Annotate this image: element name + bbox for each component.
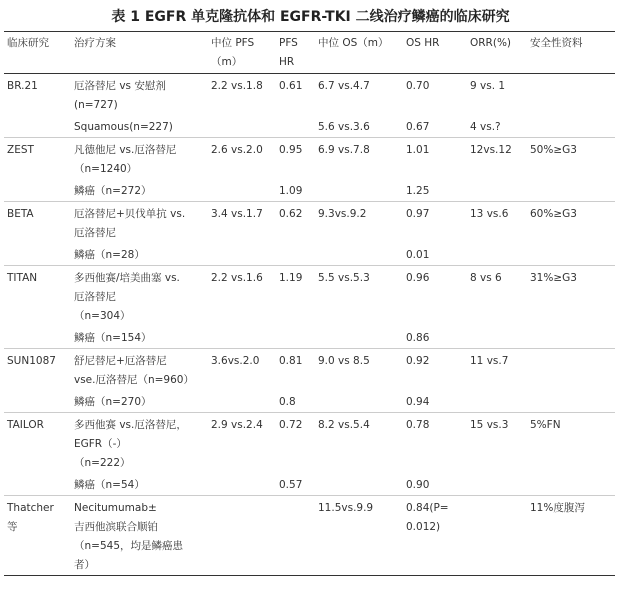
cell-study — [4, 243, 71, 266]
cell-study — [4, 349, 71, 391]
cell-orr — [467, 390, 527, 413]
cell-study — [4, 202, 71, 244]
cell-median-pfs — [208, 266, 276, 327]
cell-text: 2.2 vs.1.8 — [211, 80, 263, 92]
cell-pfs-hr — [276, 202, 315, 244]
column-header-os-hr — [403, 32, 467, 74]
table-row — [4, 266, 615, 327]
cell-text: 8 vs 6 — [470, 272, 502, 284]
cell-median-os — [315, 349, 403, 391]
column-header-line: PFS — [279, 37, 298, 49]
table-row — [4, 390, 615, 413]
cell-orr — [467, 349, 527, 391]
cell-pfs-hr — [276, 413, 315, 474]
cell-median-os — [315, 179, 403, 202]
table-row — [4, 202, 615, 244]
cell-text: 0.8 — [279, 396, 296, 408]
cell-orr — [467, 74, 527, 116]
cell-orr — [467, 266, 527, 327]
cell-text: 2.6 vs.2.0 — [211, 144, 263, 156]
cell-median-pfs — [208, 138, 276, 180]
cell-text: 多西他赛 vs.厄洛替尼， — [74, 419, 187, 431]
cell-text: 1.01 — [406, 144, 430, 156]
cell-text: 1.09 — [279, 185, 303, 197]
cell-median-pfs — [208, 326, 276, 349]
cell-study — [4, 179, 71, 202]
column-header-line: 中位 OS（m） — [318, 37, 389, 49]
cell-regimen — [71, 202, 208, 244]
cell-pfs-hr — [276, 243, 315, 266]
cell-median-pfs — [208, 473, 276, 496]
cell-pfs-hr — [276, 473, 315, 496]
column-header-median-pfs — [208, 32, 276, 74]
cell-text: （n=222） — [74, 457, 131, 469]
cell-safety — [527, 202, 615, 244]
cell-safety — [527, 266, 615, 327]
cell-study — [4, 473, 71, 496]
cell-text: 等 — [7, 521, 18, 533]
cell-regimen — [71, 74, 208, 116]
cell-text: 9.3vs.9.2 — [318, 208, 367, 220]
column-header-orr — [467, 32, 527, 74]
cell-safety — [527, 74, 615, 116]
table-caption: 表 1 EGFR 单克隆抗体和 EGFR-TKI 二线治疗鳞癌的临床研究 — [111, 9, 510, 25]
cell-text: 鳞癌（n=154） — [74, 332, 152, 344]
column-header-pfs-hr — [276, 32, 315, 74]
cell-text: ZEST — [7, 144, 34, 156]
cell-median-os — [315, 496, 403, 576]
cell-pfs-hr — [276, 496, 315, 576]
cell-safety — [527, 179, 615, 202]
cell-orr — [467, 243, 527, 266]
cell-text: 15 vs.3 — [470, 419, 509, 431]
cell-text: 0.95 — [279, 144, 303, 156]
cell-text: 9.0 vs 8.5 — [318, 355, 370, 367]
cell-regimen — [71, 115, 208, 138]
cell-text: 0.92 — [406, 355, 430, 367]
table-row — [4, 179, 615, 202]
cell-study — [4, 413, 71, 474]
cell-median-pfs — [208, 496, 276, 576]
cell-os-hr — [403, 266, 467, 327]
cell-text: 6.7 vs.4.7 — [318, 80, 370, 92]
column-header-line: OS HR — [406, 37, 440, 49]
cell-os-hr — [403, 496, 467, 576]
cell-median-pfs — [208, 413, 276, 474]
cell-text: 2.2 vs.1.6 — [211, 272, 263, 284]
cell-median-os — [315, 115, 403, 138]
cell-regimen — [71, 390, 208, 413]
cell-os-hr — [403, 413, 467, 474]
cell-text: 0.01 — [406, 249, 430, 261]
cell-median-os — [315, 266, 403, 327]
cell-study — [4, 496, 71, 576]
cell-pfs-hr — [276, 349, 315, 391]
table-row — [4, 74, 615, 116]
cell-os-hr — [403, 326, 467, 349]
cell-study — [4, 115, 71, 138]
cell-text: (n=727) — [74, 99, 118, 111]
cell-text: vse.厄洛替尼（n=960） — [74, 374, 194, 386]
cell-text: 0.012) — [406, 521, 441, 533]
cell-text: 11 vs.7 — [470, 355, 509, 367]
cell-regimen — [71, 496, 208, 576]
cell-orr — [467, 413, 527, 474]
cell-text: 0.57 — [279, 479, 303, 491]
cell-text: 凡德他尼 vs.厄洛替尼 — [74, 144, 177, 156]
cell-text: 1.25 — [406, 185, 430, 197]
table-row — [4, 243, 615, 266]
cell-text: 厄洛替尼 vs 安慰剂 — [74, 80, 166, 92]
cell-regimen — [71, 473, 208, 496]
cell-pfs-hr — [276, 138, 315, 180]
cell-median-os — [315, 413, 403, 474]
cell-text: TAILOR — [7, 419, 44, 431]
cell-text: 0.78 — [406, 419, 430, 431]
cell-text: 0.84(P= — [406, 502, 449, 514]
cell-text: 0.62 — [279, 208, 303, 220]
cell-text: 鳞癌（n=272） — [74, 185, 152, 197]
cell-os-hr — [403, 74, 467, 116]
column-header-line: （m） — [211, 56, 243, 68]
cell-text: 4 vs.? — [470, 121, 501, 133]
cell-os-hr — [403, 390, 467, 413]
cell-orr — [467, 202, 527, 244]
cell-text: 11.5vs.9.9 — [318, 502, 374, 514]
column-header-line: 安全性资料 — [530, 37, 583, 49]
table-body — [4, 74, 615, 576]
cell-orr — [467, 326, 527, 349]
cell-text: 0.97 — [406, 208, 430, 220]
cell-study — [4, 390, 71, 413]
cell-text: 厄洛替尼 — [74, 291, 116, 303]
cell-regimen — [71, 138, 208, 180]
cell-safety — [527, 473, 615, 496]
cell-safety — [527, 115, 615, 138]
cell-text: SUN1087 — [7, 355, 56, 367]
cell-text: （n=1240） — [74, 163, 138, 175]
cell-safety — [527, 390, 615, 413]
cell-median-pfs — [208, 115, 276, 138]
cell-text: （n=304） — [74, 310, 131, 322]
cell-text: TITAN — [7, 272, 38, 284]
table-row — [4, 138, 615, 180]
cell-orr — [467, 138, 527, 180]
cell-safety — [527, 326, 615, 349]
cell-os-hr — [403, 138, 467, 180]
cell-text: 鳞癌（n=270） — [74, 396, 152, 408]
header-row — [4, 32, 615, 74]
column-header-median-os — [315, 32, 403, 74]
cell-orr — [467, 496, 527, 576]
cell-text: 0.96 — [406, 272, 430, 284]
cell-text: 0.81 — [279, 355, 303, 367]
cell-pfs-hr — [276, 74, 315, 116]
cell-median-pfs — [208, 74, 276, 116]
cell-text: 鳞癌（n=28） — [74, 249, 145, 261]
cell-text: （n=545，均是鳞癌患 — [74, 540, 183, 552]
cell-text: 0.86 — [406, 332, 430, 344]
cell-median-os — [315, 473, 403, 496]
cell-median-os — [315, 390, 403, 413]
table-row — [4, 115, 615, 138]
cell-safety — [527, 413, 615, 474]
cell-os-hr — [403, 243, 467, 266]
cell-study — [4, 138, 71, 180]
cell-text: 鳞癌（n=54） — [74, 479, 145, 491]
cell-regimen — [71, 349, 208, 391]
cell-text: 5.5 vs.5.3 — [318, 272, 370, 284]
column-header-regimen — [71, 32, 208, 74]
cell-text: Squamous(n=227) — [74, 121, 173, 133]
cell-text: 9 vs. 1 — [470, 80, 506, 92]
cell-pfs-hr — [276, 326, 315, 349]
cell-text: 舒尼替尼+厄洛替尼 — [74, 355, 167, 367]
cell-text: 厄洛替尼+贝伐单抗 vs. — [74, 208, 186, 220]
table-row — [4, 326, 615, 349]
cell-median-os — [315, 243, 403, 266]
cell-text: 12vs.12 — [470, 144, 512, 156]
cell-median-pfs — [208, 179, 276, 202]
cell-text: 吉西他滨联合顺铂 — [74, 521, 158, 533]
cell-os-hr — [403, 349, 467, 391]
cell-text: 厄洛替尼 — [74, 227, 116, 239]
cell-text: EGFR（-） — [74, 438, 127, 450]
cell-os-hr — [403, 115, 467, 138]
cell-median-pfs — [208, 243, 276, 266]
cell-pfs-hr — [276, 179, 315, 202]
table-row — [4, 473, 615, 496]
cell-orr — [467, 115, 527, 138]
cell-text: 5.6 vs.3.6 — [318, 121, 370, 133]
column-header-line: HR — [279, 56, 295, 68]
cell-text: 13 vs.6 — [470, 208, 509, 220]
cell-median-pfs — [208, 349, 276, 391]
cell-text: 者） — [74, 559, 95, 571]
cell-safety — [527, 243, 615, 266]
cell-median-os — [315, 138, 403, 180]
column-header-safety — [527, 32, 615, 74]
cell-os-hr — [403, 473, 467, 496]
cell-text: 多西他赛/培美曲塞 vs. — [74, 272, 180, 284]
cell-text: 11%度腹泻 — [530, 502, 585, 514]
cell-text: 0.90 — [406, 479, 430, 491]
cell-safety — [527, 138, 615, 180]
cell-median-os — [315, 74, 403, 116]
cell-text: 3.6vs.2.0 — [211, 355, 260, 367]
cell-regimen — [71, 413, 208, 474]
cell-regimen — [71, 326, 208, 349]
table-row — [4, 496, 615, 576]
table-row — [4, 349, 615, 391]
cell-text: BETA — [7, 208, 34, 220]
cell-pfs-hr — [276, 115, 315, 138]
cell-study — [4, 266, 71, 327]
column-header-study — [4, 32, 71, 74]
cell-text: 3.4 vs.1.7 — [211, 208, 263, 220]
cell-text: BR.21 — [7, 80, 38, 92]
cell-text: 50%≥G3 — [530, 144, 577, 156]
cell-orr — [467, 473, 527, 496]
cell-study — [4, 326, 71, 349]
cell-text: Necitumumab± — [74, 502, 157, 514]
cell-safety — [527, 496, 615, 576]
cell-regimen — [71, 243, 208, 266]
cell-text: 1.19 — [279, 272, 303, 284]
cell-median-os — [315, 202, 403, 244]
cell-text: 0.72 — [279, 419, 303, 431]
cell-text: 2.9 vs.2.4 — [211, 419, 263, 431]
cell-text: 0.94 — [406, 396, 430, 408]
cell-text: 0.61 — [279, 80, 303, 92]
column-header-line: 临床研究 — [7, 37, 49, 49]
cell-regimen — [71, 266, 208, 327]
table-row — [4, 413, 615, 474]
cell-pfs-hr — [276, 266, 315, 327]
cell-os-hr — [403, 202, 467, 244]
column-header-line: ORR(%) — [470, 37, 512, 49]
cell-os-hr — [403, 179, 467, 202]
column-header-line: 中位 PFS — [211, 37, 255, 49]
clinical-studies-table — [4, 31, 615, 576]
cell-regimen — [71, 179, 208, 202]
cell-text: 31%≥G3 — [530, 272, 577, 284]
cell-orr — [467, 179, 527, 202]
cell-text: 60%≥G3 — [530, 208, 577, 220]
cell-safety — [527, 349, 615, 391]
cell-median-pfs — [208, 390, 276, 413]
cell-text: 5%FN — [530, 419, 561, 431]
cell-median-os — [315, 326, 403, 349]
cell-text: Thatcher — [7, 502, 54, 514]
cell-study — [4, 74, 71, 116]
cell-text: 0.67 — [406, 121, 430, 133]
cell-text: 8.2 vs.5.4 — [318, 419, 370, 431]
cell-text: 6.9 vs.7.8 — [318, 144, 370, 156]
column-header-line: 治疗方案 — [74, 37, 116, 49]
cell-pfs-hr — [276, 390, 315, 413]
cell-text: 0.70 — [406, 80, 430, 92]
cell-median-pfs — [208, 202, 276, 244]
